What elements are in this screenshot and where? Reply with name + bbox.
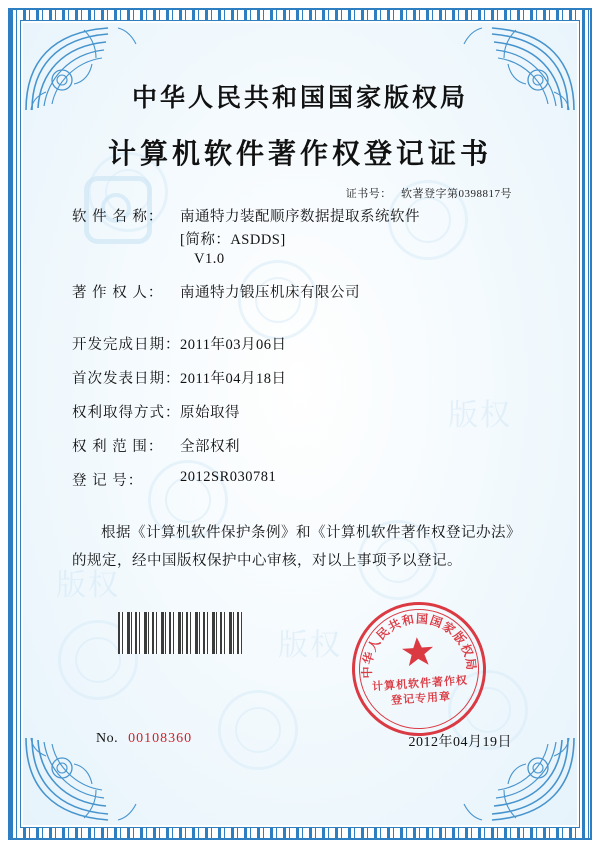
issue-date: 2012年04月19日 (408, 735, 512, 750)
seal-arc-text (351, 601, 488, 738)
rights-scope-value: 全部权利 (180, 439, 240, 455)
document-header (0, 78, 600, 172)
field-value (180, 205, 528, 268)
barcode (118, 612, 242, 654)
publication-date-value: 2011年04月18日 (180, 371, 287, 387)
field-label: 开发完成日期： (72, 337, 181, 353)
copyright-owner-value: 南通特力锻压机床有限公司 (180, 285, 360, 301)
field-label: 权 利 范 围： (72, 439, 164, 455)
field-label: 登 记 号： (72, 473, 144, 489)
field-row-registration-number (72, 469, 528, 490)
serial-number (96, 731, 192, 747)
software-version-value: V1.0 (194, 251, 225, 267)
field-label: 著 作 权 人： (72, 285, 164, 301)
field-label: 首次发表日期： (72, 371, 181, 387)
star-icon (400, 634, 436, 670)
official-seal (347, 597, 490, 740)
seal-line-2: 登记专用章 (390, 690, 452, 708)
field-row-publication-date (72, 367, 528, 388)
watermark-text: 版权 (278, 629, 342, 662)
development-date-value: 2011年03月06日 (180, 337, 287, 353)
watermark-text: 版权 (56, 569, 120, 602)
certificate-number-value: 软著登字第0398817号 (401, 188, 512, 200)
serial-number-label: No. (96, 731, 119, 746)
legal-statement: 根据《计算机软件保护条例》和《计算机软件著作权登记办法》的规定，经中国版权保护中心审核，对以上事项予以登记。 (72, 525, 521, 569)
software-abbreviation-value: [简称：ASDDS] (180, 232, 286, 248)
seal-line-1: 计算机软件著作权 (371, 674, 469, 694)
registration-number-value: 2012SR030781 (180, 469, 277, 485)
software-name-value: 南通特力装配顺序数据提取系统软件 (180, 209, 420, 225)
serial-number-value: 00108360 (128, 731, 193, 746)
certificate-number (346, 185, 512, 201)
field-row-copyright-owner (72, 281, 528, 302)
acquisition-method-value: 原始取得 (180, 405, 240, 421)
svg-text:中华人民共和国国家版权局: 中华人民共和国国家版权局 (360, 611, 479, 679)
corner-ornament-icon (22, 734, 142, 826)
page-title: 计算机软件著作权登记证书 (107, 139, 492, 170)
field-row-rights-scope (72, 435, 528, 456)
issuing-authority: 中华人民共和国国家版权局 (131, 85, 468, 112)
field-row-acquisition-method (72, 401, 528, 422)
field-list (72, 205, 528, 503)
field-row-development-date (72, 333, 528, 354)
certificate-number-label: 证书号： (345, 188, 392, 200)
field-label: 软 件 名 称： (72, 209, 164, 225)
field-label: 权利取得方式： (72, 405, 181, 421)
watermark-text: 版权 (448, 399, 512, 432)
section-divider (72, 315, 528, 333)
field-row-software-name (72, 205, 528, 268)
